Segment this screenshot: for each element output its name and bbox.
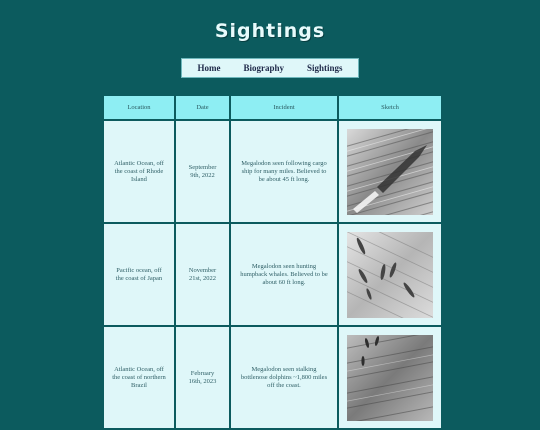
sketch-cell (338, 223, 442, 326)
nav-sightings-link[interactable]: Sightings (306, 63, 343, 73)
main-nav (181, 58, 359, 78)
nav-home-link[interactable]: Home (197, 63, 221, 73)
header-date: Date (175, 95, 230, 120)
location-cell: Atlantic Ocean, off the coast of northern Brazil (103, 326, 175, 429)
location-cell: Atlantic Ocean, off the coast of Rhode Island (103, 120, 175, 223)
date-cell: February 16th, 2023 (175, 326, 230, 429)
sightings-table (102, 94, 443, 430)
date-cell: September 9th, 2022 (175, 120, 230, 223)
header-sketch: Sketch (338, 95, 442, 120)
table-header-row (103, 95, 442, 120)
table-row (103, 326, 442, 429)
nav-biography-link[interactable]: Biography (243, 63, 284, 73)
page-title: Sightings (214, 20, 326, 42)
sketch-cell (338, 326, 442, 429)
location-cell: Pacific ocean, off the coast of Japan (103, 223, 175, 326)
header-incident: Incident (230, 95, 338, 120)
megalodon-whales-sketch (347, 232, 433, 318)
megalodon-ship-sketch (347, 129, 433, 215)
date-cell: November 21st, 2022 (175, 223, 230, 326)
incident-cell: Megalodon seen following cargo ship for many miles. Believed to be about 45 ft long. (230, 120, 338, 223)
megalodon-dolphins-sketch (347, 335, 433, 421)
header-location: Location (103, 95, 175, 120)
table-row (103, 120, 442, 223)
sketch-cell (338, 120, 442, 223)
incident-cell: Megalodon seen hunting humpback whales. Believed to be about 60 ft long. (230, 223, 338, 326)
incident-cell: Megalodon seen stalking bottlenose dolphins ~1,800 miles off the coast. (230, 326, 338, 429)
table-row (103, 223, 442, 326)
